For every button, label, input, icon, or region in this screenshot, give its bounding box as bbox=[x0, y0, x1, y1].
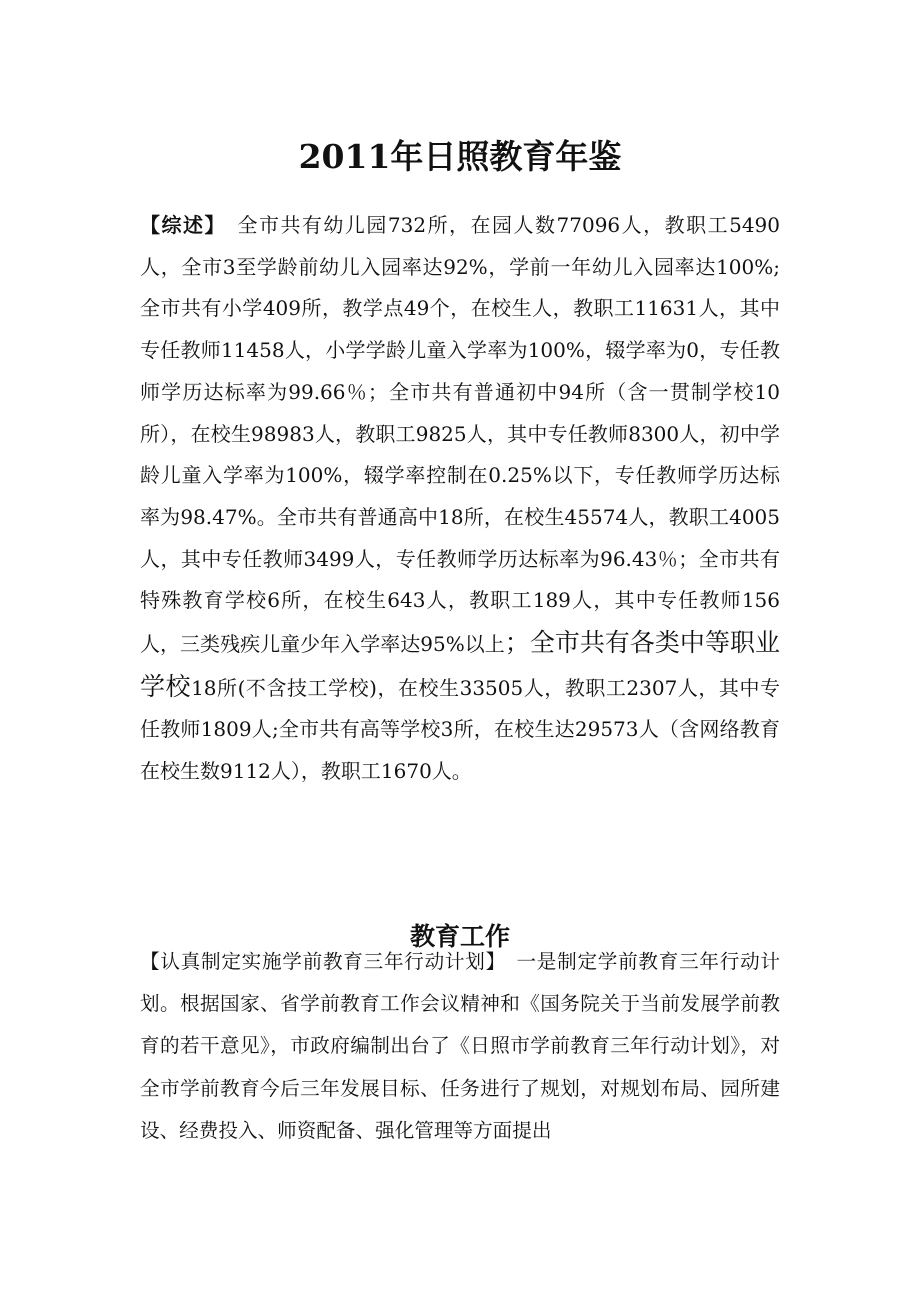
document-title: 2011年日照教育年鉴 bbox=[298, 137, 622, 177]
section-heading: 教育工作 bbox=[409, 921, 510, 951]
overview-vocational-highlight: ；全市共有各类中等职业学校 bbox=[140, 628, 780, 701]
overview-text: 全市共有幼儿园732所，在园人数77096人，教职工5490人，全市3至学龄前幼儿入园率达92%，学前一年幼儿入园率达100%;全市共有小学409所，教学点49个，在校生人，教职工11631人，其中专任教师11458人，小学学龄儿童入学率为100%，辍学率为0，专任教师学历达标率为99.66％；全市共有普通初中94所（含一贯制学校10所），在校生98983人，教职工9825人，其中专任教师8300人，初中学龄儿童入学率为100%，辍学率控制在0.25%以下，专任教师学历达标率为98.47%。全市共有普通高中18所，在校生45574人，教职工4005人，其中专任教师3499人，专任教师学历达标率为96.43％；全市共有特殊教育学校6所，在校生643人，教职工189人，其中专任教师156人，三类残疾儿童少年入学率达95%以上 bbox=[140, 213, 780, 657]
overview-text-continued: 18所(不含技工学校)，在校生33505人，教职工2307人，其中专任教师1809人;全市共有高等学校3所，在校生达29573人（含网络教育在校生数9112人），教职工1670人。 bbox=[140, 675, 780, 784]
preschool-plan-paragraph bbox=[140, 941, 780, 1152]
preschool-plan-label: 【认真制定实施学前教育三年行动计划】 bbox=[140, 950, 497, 973]
overview-paragraph bbox=[140, 205, 780, 793]
overview-label: 【综述】 bbox=[140, 213, 216, 237]
preschool-plan-text: 一是制定学前教育三年行动计划。根据国家、省学前教育工作会议精神和《国务院关于当前发展学前教育的若干意见》，市政府编制出台了《日照市学前教育三年行动计划》，对全市学前教育今后三年发展目标、任务进行了规划，对规划布局、园所建设、经费投入、师资配备、强化管理等方面提出 bbox=[140, 950, 780, 1142]
